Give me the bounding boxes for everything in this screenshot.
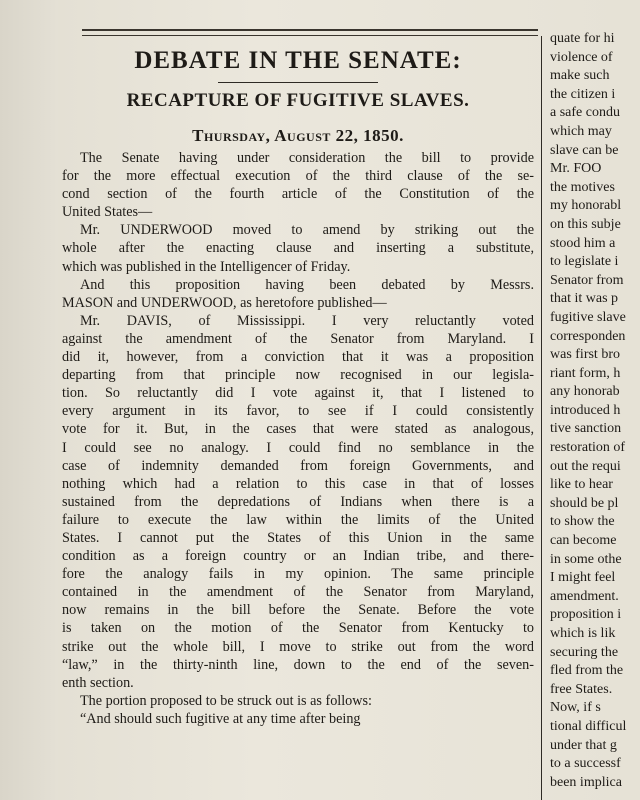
text-line: now remains in the bill before the Senate. Before the vote bbox=[62, 602, 534, 619]
adjacent-text-line: slave can be bbox=[550, 142, 619, 158]
article-paragraph bbox=[62, 312, 534, 692]
article-paragraph bbox=[62, 710, 534, 728]
text-line: MASON and UNDERWOOD, as heretofore published— bbox=[62, 294, 387, 311]
text-line: against the amendment of the Senator from Maryland. I bbox=[62, 330, 534, 347]
adjacent-text-line: was first bro bbox=[550, 347, 620, 363]
article-paragraph bbox=[62, 149, 534, 221]
dateline: Thursday, August 22, 1850. bbox=[192, 126, 404, 145]
adjacent-text-line: tive sanction bbox=[550, 421, 622, 437]
headline: DEBATE IN THE SENATE: bbox=[134, 47, 462, 74]
adjacent-text-line: tional difficul bbox=[550, 718, 627, 734]
text-line: departing from that principle now recognised in our legisla- bbox=[62, 367, 534, 384]
text-line: The Senate having under consideration the bill to provide bbox=[80, 150, 534, 166]
subheadline: RECAPTURE OF FUGITIVE SLAVES. bbox=[126, 90, 470, 111]
adjacent-text-line: Mr. FOO bbox=[550, 161, 602, 177]
adjacent-text-line: violence of bbox=[550, 49, 613, 65]
headline-rule bbox=[218, 82, 378, 83]
text-line: The portion proposed to be struck out is as follows: bbox=[80, 692, 372, 709]
text-line: case of indemnity demanded from foreign Governments, and bbox=[62, 457, 534, 474]
text-line: nothing which had a relation to this case in that of losses bbox=[62, 475, 534, 492]
article-paragraph bbox=[62, 221, 534, 275]
text-line: which was published in the Intelligencer of Friday. bbox=[62, 258, 351, 275]
adjacent-text-line: fled from the bbox=[550, 663, 624, 679]
text-line: vote for it. But, in the cases that were stated as analogous, bbox=[62, 421, 534, 438]
adjacent-text-line: the motives bbox=[550, 179, 615, 195]
adjacent-text-line: riant form, h bbox=[550, 365, 621, 381]
adjacent-text-line: introduced h bbox=[550, 402, 621, 418]
adjacent-text-line: Now, if s bbox=[550, 700, 601, 716]
column-top-rule bbox=[82, 29, 538, 36]
adjacent-text-line: stood him a bbox=[550, 235, 616, 251]
adjacent-text-line: in some othe bbox=[550, 551, 622, 567]
adjacent-text-line: the citizen i bbox=[550, 86, 616, 102]
main-column bbox=[62, 40, 534, 728]
page-margin bbox=[0, 0, 58, 800]
adjacent-text-line: Senator from bbox=[550, 272, 624, 288]
text-line: failure to execute the law within the limits of the United bbox=[62, 511, 534, 528]
adjacent-text-line: under that g bbox=[550, 737, 617, 753]
text-line: enth section. bbox=[62, 674, 134, 691]
adjacent-text-line: I might feel bbox=[550, 570, 616, 586]
adjacent-text-line: to legislate i bbox=[550, 254, 619, 270]
adjacent-text-line: corresponden bbox=[550, 328, 626, 344]
adjacent-text-line: like to hear bbox=[550, 477, 613, 493]
adjacent-text-line: out the requi bbox=[550, 458, 621, 474]
text-line: fore the analogy fails in my opinion. The same principle bbox=[62, 566, 534, 583]
column-divider bbox=[541, 36, 542, 800]
adjacent-text-line: to show the bbox=[550, 514, 615, 530]
adjacent-text-line: proposition i bbox=[550, 607, 622, 623]
adjacent-text-line: quate for hi bbox=[550, 31, 615, 46]
adjacent-column bbox=[550, 30, 640, 792]
text-line: United States— bbox=[62, 204, 153, 221]
text-line: I could see no analogy. I could find no semblance in the bbox=[62, 439, 534, 456]
text-line: is taken on the motion of the Senator from Kentucky to bbox=[62, 620, 534, 637]
adjacent-text-line: that it was p bbox=[550, 291, 619, 307]
text-line: Mr. DAVIS, of Mississippi. I very reluctantly voted bbox=[80, 312, 534, 329]
adjacent-text-line: my honorabl bbox=[550, 198, 622, 214]
text-line: whole after the enacting clause and inserting a substitute, bbox=[62, 240, 534, 257]
text-line: strike out the whole bill, I move to strike out from the word bbox=[62, 638, 534, 655]
adjacent-text-line: any honorab bbox=[550, 384, 620, 400]
adjacent-text-line: to a successf bbox=[550, 756, 621, 772]
adjacent-text-line: been implica bbox=[550, 774, 622, 790]
text-line: “And should such fugitive at any time after being bbox=[80, 710, 361, 727]
text-line: “law,” in the thirty-ninth line, down to the end of the seven- bbox=[62, 656, 534, 673]
adjacent-text-line: should be pl bbox=[550, 495, 619, 511]
adjacent-text-line: free States. bbox=[550, 681, 613, 697]
adjacent-text-line: make such bbox=[550, 68, 610, 84]
text-line: tion. So reluctantly did I vote against it, that I listened to bbox=[62, 385, 534, 402]
text-line: contained in the amendment of the Senator from Maryland, bbox=[62, 584, 534, 601]
adjacent-text-line: can become bbox=[550, 533, 617, 549]
adjacent-text-line: which may bbox=[550, 123, 612, 139]
adjacent-text-line: fugitive slave bbox=[550, 309, 626, 325]
text-line: every argument in its favor, to see if I could consistently bbox=[62, 403, 534, 420]
adjacent-text-line: restoration of bbox=[550, 440, 626, 456]
adjacent-text-line: on this subje bbox=[550, 216, 621, 232]
article-paragraph bbox=[62, 692, 534, 710]
text-line: did it, however, from a conviction that it was a proposition bbox=[62, 349, 534, 366]
text-line: And this proposition having been debated by Messrs. bbox=[80, 276, 534, 293]
text-line: condition as a foreign country or an Indian tribe, and there- bbox=[62, 548, 534, 565]
text-line: States. I cannot put the States of this Union in the same bbox=[62, 529, 534, 546]
article-paragraph bbox=[62, 276, 534, 312]
adjacent-text-line: securing the bbox=[550, 644, 619, 660]
adjacent-text-line: which is lik bbox=[550, 626, 616, 641]
adjacent-text-line: amendment. bbox=[550, 588, 619, 604]
text-line: sustained from the depredations of Indians when there is a bbox=[62, 493, 534, 510]
article-body bbox=[62, 149, 534, 728]
text-line: cond section of the fourth article of the Constitution of the bbox=[62, 186, 534, 203]
text-line: for the more effectual execution of the third clause of the se- bbox=[62, 168, 534, 185]
adjacent-text-line: a safe condu bbox=[550, 105, 620, 121]
text-line: Mr. UNDERWOOD moved to amend by striking out the bbox=[80, 222, 534, 239]
